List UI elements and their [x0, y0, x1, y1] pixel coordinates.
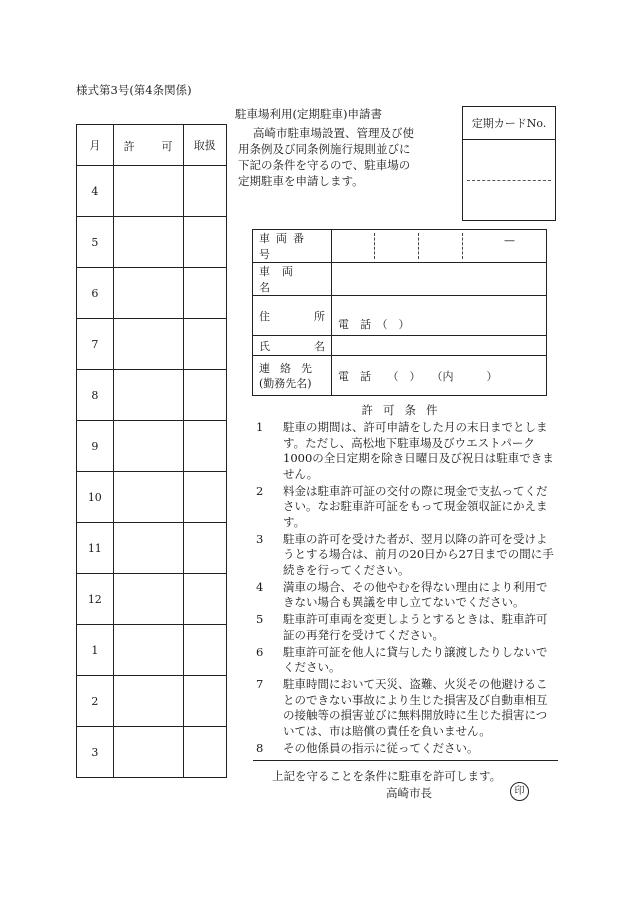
handling-cell[interactable]	[183, 319, 227, 370]
footer-divider	[253, 760, 558, 761]
handling-cell[interactable]	[183, 268, 227, 319]
permit-cell[interactable]	[113, 421, 183, 472]
condition-text: 駐車許可証を他人に貸与したり譲渡したりしないでください。	[283, 644, 548, 674]
contact-label-main: 連絡先	[259, 361, 322, 375]
month-label: 7	[77, 319, 114, 370]
condition-item	[256, 420, 558, 482]
month-label: 11	[77, 523, 114, 574]
address-row	[253, 296, 547, 336]
handling-cell[interactable]	[183, 727, 227, 778]
permit-month-row	[77, 574, 227, 625]
card-number-box	[462, 106, 556, 221]
condition-item	[256, 645, 558, 676]
header-handling: 取扱	[183, 125, 227, 166]
condition-item	[256, 532, 558, 579]
handling-cell[interactable]	[183, 574, 227, 625]
month-label: 2	[77, 676, 114, 727]
permit-month-row	[77, 727, 227, 778]
month-label: 1	[77, 625, 114, 676]
address-field[interactable]	[332, 296, 547, 336]
address-label	[253, 296, 332, 336]
address-label-2: 所	[314, 309, 325, 323]
footer-text: 上記を守ることを条件に駐車を許可します。	[272, 769, 502, 783]
condition-text: その他係員の指示に従ってください。	[283, 740, 479, 755]
permit-month-row	[77, 472, 227, 523]
permit-cell[interactable]	[113, 268, 183, 319]
permit-cell[interactable]	[113, 727, 183, 778]
plate-divider	[418, 233, 419, 259]
contact-row	[253, 356, 547, 396]
card-number-label: 定期カードNo.	[471, 117, 547, 130]
permit-cell[interactable]	[113, 319, 183, 370]
owner-label-1: 氏	[259, 339, 270, 353]
form-title: 駐車場利用(定期駐車)申請書	[235, 107, 382, 121]
card-divider	[463, 139, 555, 140]
header-permit	[113, 125, 183, 166]
permit-month-row	[77, 319, 227, 370]
header-permit-2: 可	[161, 140, 173, 153]
month-label: 10	[77, 472, 114, 523]
handling-cell[interactable]	[183, 370, 227, 421]
handling-cell[interactable]	[183, 421, 227, 472]
condition-text: 満車の場合、その他やむを得ない理由により利用できない場合も異議を申し立てないでください。	[283, 579, 548, 609]
header-permit-1: 許	[123, 140, 135, 153]
month-label: 6	[77, 268, 114, 319]
owner-label-2: 名	[314, 339, 325, 353]
mayor-title: 高崎市長	[386, 786, 432, 800]
conditions-list	[256, 420, 558, 758]
condition-item	[256, 612, 558, 643]
owner-label	[253, 336, 332, 356]
handling-cell[interactable]	[183, 676, 227, 727]
condition-item	[256, 580, 558, 611]
permit-cell[interactable]	[113, 625, 183, 676]
intro-line: 定期駐車を申請します。	[238, 174, 364, 188]
vehicle-info-table	[252, 229, 547, 396]
condition-item	[256, 484, 558, 531]
plate-number-field[interactable]	[332, 230, 547, 263]
intro-line: 高崎市駐車場設置、管理及び使	[253, 126, 414, 140]
month-label: 8	[77, 370, 114, 421]
permit-cell[interactable]	[113, 166, 183, 217]
permit-month-row	[77, 625, 227, 676]
seal-mark: 印	[510, 782, 529, 801]
permit-cell[interactable]	[113, 370, 183, 421]
plate-label: 車両番号	[253, 230, 332, 263]
condition-number: 4	[256, 579, 264, 594]
permit-cell[interactable]	[113, 676, 183, 727]
condition-number: 6	[256, 644, 264, 659]
intro-line: 用条例及び同条例施行規則並びに	[238, 142, 411, 156]
condition-text: 料金は駐車許可証の交付の際に現金で支払ってください。なお駐車許可証をもって現金領収証にかえます。	[283, 483, 548, 529]
condition-number: 2	[256, 483, 264, 498]
condition-text: 駐車の期間は、許可申請をした月の末日までとします。ただし、高松地下駐車場及びウエストパーク1000の全日定期を除き日曜日及び祝日は駐車できません。	[283, 420, 554, 481]
condition-number: 5	[256, 612, 264, 626]
permit-table	[76, 124, 227, 778]
handling-cell[interactable]	[183, 625, 227, 676]
owner-name-field[interactable]	[332, 336, 547, 356]
permit-month-row	[77, 217, 227, 268]
handling-cell[interactable]	[183, 217, 227, 268]
handling-cell[interactable]	[183, 523, 227, 574]
permit-cell[interactable]	[113, 472, 183, 523]
plate-dash: —	[504, 234, 515, 247]
vehicle-name-field[interactable]	[332, 263, 547, 296]
contact-phone: 電 話 （ ） （内 ）	[338, 369, 498, 383]
plate-row	[253, 230, 547, 263]
month-label: 5	[77, 217, 114, 268]
contact-label-sub: (勤務先名)	[259, 376, 312, 390]
intro-line: 下記の条件を守るので、駐車場の	[238, 158, 411, 172]
condition-item	[256, 741, 558, 757]
header-month: 月	[77, 125, 114, 166]
condition-text: 駐車の許可を受けた者が、翌月以降の許可を受けようとする場合は、前月の20日から27日までの間に手続きを行ってください。	[283, 531, 554, 577]
contact-field[interactable]	[332, 356, 547, 396]
condition-number: 1	[256, 420, 264, 434]
plate-divider	[374, 233, 375, 259]
card-dashed-divider	[467, 180, 551, 181]
month-label: 9	[77, 421, 114, 472]
vehicle-name-row	[253, 263, 547, 296]
permit-month-row	[77, 676, 227, 727]
permit-cell[interactable]	[113, 574, 183, 625]
handling-cell[interactable]	[183, 166, 227, 217]
condition-text: 駐車時間において天災、盗難、火災その他避けることのできない事故により生じた損害及び自動車相互の接触等の損害並びに無料開放時に生じた損害については、市は賠償の責任を負いません。	[283, 677, 548, 738]
condition-text: 駐車許可車両を変更しようとするときは、駐車許可証の再発行を受けてください。	[283, 612, 548, 642]
conditions-title: 許可条件	[361, 403, 448, 417]
permit-cell[interactable]	[113, 523, 183, 574]
handling-cell[interactable]	[183, 472, 227, 523]
month-label: 3	[77, 727, 114, 778]
vehicle-name-label: 車両名	[253, 263, 332, 296]
condition-number: 3	[256, 531, 264, 546]
condition-item	[256, 677, 558, 739]
contact-label	[253, 356, 332, 396]
permit-month-row	[77, 268, 227, 319]
permit-month-row	[77, 370, 227, 421]
owner-row	[253, 336, 547, 356]
permit-month-row	[77, 523, 227, 574]
month-label: 12	[77, 574, 114, 625]
plate-divider	[462, 233, 463, 259]
form-number: 様式第3号(第4条関係)	[76, 83, 192, 97]
month-label: 4	[77, 166, 114, 217]
address-phone: 電 話 （ ）	[338, 318, 410, 331]
permit-month-row	[77, 421, 227, 472]
permit-month-row	[77, 166, 227, 217]
condition-number: 7	[256, 677, 264, 691]
address-label-1: 住	[259, 309, 270, 323]
intro-text	[238, 125, 441, 189]
condition-number: 8	[256, 740, 264, 755]
permit-table-header	[77, 125, 227, 166]
permit-cell[interactable]	[113, 217, 183, 268]
